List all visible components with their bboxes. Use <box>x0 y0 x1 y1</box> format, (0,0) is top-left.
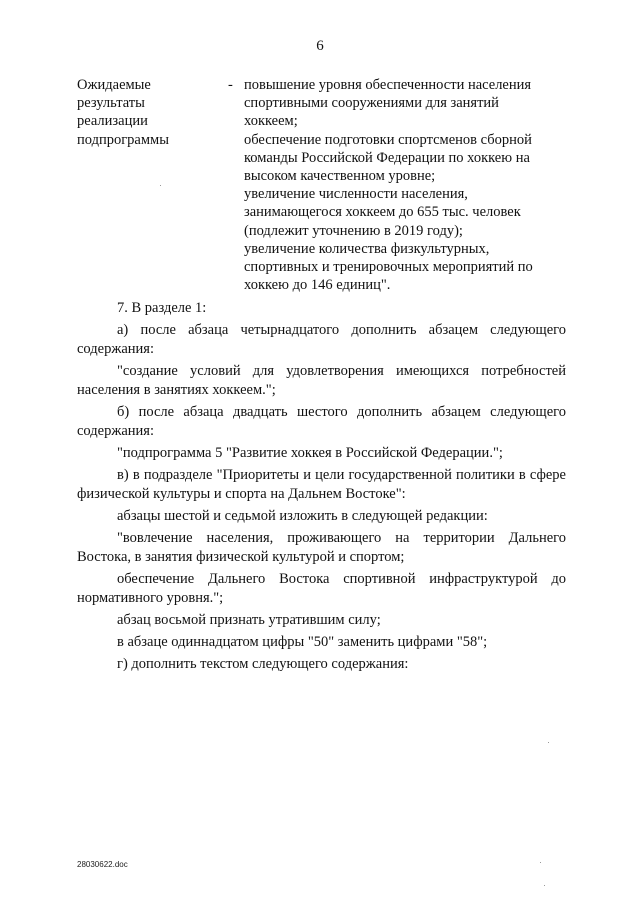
table-value-cell <box>244 76 564 294</box>
paragraph: г) дополнить текстом следующего содержания: <box>117 656 409 672</box>
body-text <box>77 299 566 677</box>
value-line: спортивными сооружениями для занятий <box>244 95 499 112</box>
label-line: результаты <box>77 95 145 112</box>
value-line: (подлежит уточнению в 2019 году); <box>244 222 463 239</box>
value-line: хоккею до 146 единиц". <box>244 277 391 294</box>
paragraph: абзац восьмой признать утратившим силу; <box>117 612 381 628</box>
value-line: высоком качественном уровне; <box>244 168 436 185</box>
value-line: повышение уровня обеспеченности населения <box>244 77 532 93</box>
value-line: команды Российской Федерации по хоккею на <box>244 149 530 166</box>
value-line: хоккеем; <box>244 113 298 130</box>
section-heading: 7. В разделе 1: <box>117 300 207 316</box>
value-line: увеличение численности населения, <box>244 186 468 203</box>
table-dash: - <box>228 77 233 93</box>
paragraph: "создание условий для удовлетворения имеющихся потребностей населения в занятиях хоккеем."; <box>77 363 566 398</box>
paragraph: абзацы шестой и седьмой изложить в следующей редакции: <box>117 508 488 524</box>
paragraph: "вовлечение населения, проживающего на территории Дальнего Востока, в занятия физической культурой и спортом; <box>77 530 566 565</box>
label-line: Ожидаемые <box>77 77 151 93</box>
paragraph: в абзаце одиннадцатом цифры "50" заменить цифрами "58"; <box>117 634 488 650</box>
value-line: занимающегося хоккеем до 655 тыс. человек <box>244 204 521 221</box>
page-number: 6 <box>316 38 324 54</box>
value-line: обеспечение подготовки спортсменов сборной <box>244 131 532 148</box>
label-line: реализации <box>77 113 148 130</box>
paragraph: б) после абзаца двадцать шестого дополнить абзацем следующего содержания: <box>77 404 566 439</box>
table-label-cell <box>77 76 227 149</box>
paragraph: в) в подразделе "Приоритеты и цели государственной политики в сфере физической культуры и спорта на Дальнем Востоке": <box>77 467 566 502</box>
paragraph: обеспечение Дальнего Востока спортивной инфраструктурой до нормативного уровня."; <box>77 571 566 606</box>
paragraph: "подпрограмма 5 "Развитие хоккея в Российской Федерации."; <box>117 445 503 461</box>
value-line: спортивных и тренировочных мероприятий по <box>244 259 533 276</box>
paragraph: а) после абзаца четырнадцатого дополнить абзацем следующего содержания: <box>77 322 566 357</box>
document-footer-filename: 28030622.doc <box>77 860 128 869</box>
value-line: увеличение количества физкультурных, <box>244 240 490 257</box>
label-line: подпрограммы <box>77 131 169 148</box>
